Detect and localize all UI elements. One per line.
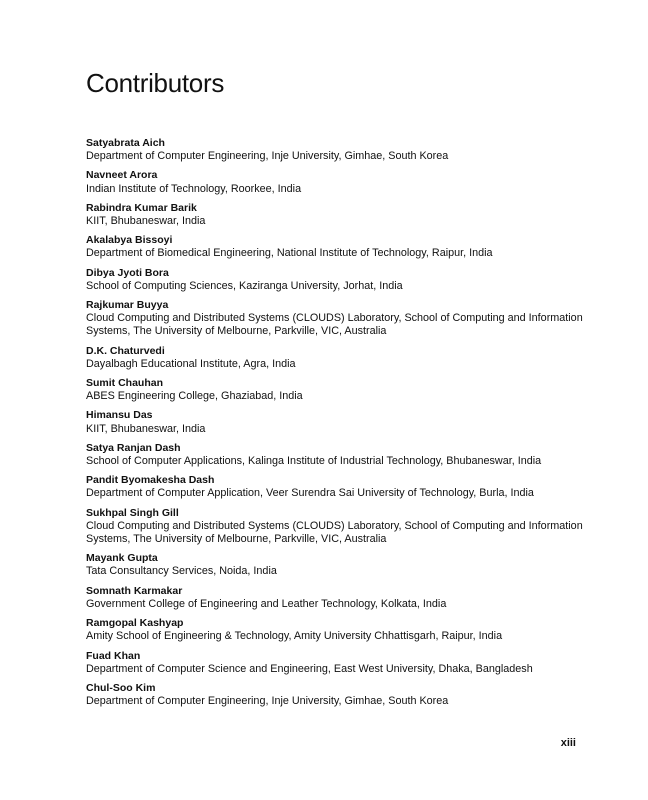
contributor-entry (86, 299, 586, 339)
contributor-entry (86, 682, 586, 708)
contributor-affiliation: Amity School of Engineering & Technology, Amity University Chhattisgarh, Raipur, India (86, 630, 503, 643)
contributor-entry (86, 234, 586, 260)
contributor-affiliation: Tata Consultancy Services, Noida, India (86, 565, 277, 578)
contributor-name: Rabindra Kumar Barik (86, 201, 197, 214)
contributor-entry (86, 202, 586, 228)
page-title: Contributors (86, 68, 225, 98)
contributor-entry (86, 377, 586, 403)
contributor-name: Ramgopal Kashyap (86, 617, 184, 630)
contributor-name: Sumit Chauhan (86, 377, 164, 390)
contributor-entry (86, 552, 586, 578)
contributor-affiliation: Department of Computer Application, Veer Surendra Sai University of Technology, Burla, India (86, 487, 534, 500)
contributor-name: Navneet Arora (86, 169, 158, 182)
contributor-affiliation: Cloud Computing and Distributed Systems (CLOUDS) Laboratory, School of Computing and Information Systems, The University of Melbourne, Parkville, VIC, Australia (86, 312, 583, 338)
contributor-affiliation: School of Computing Sciences, Kaziranga University, Jorhat, India (86, 279, 403, 292)
contributor-affiliation: KIIT, Bhubaneswar, India (86, 215, 206, 228)
contributor-entry (86, 617, 586, 643)
contributor-affiliation: Department of Computer Engineering, Inje University, Gimhae, South Korea (86, 695, 449, 708)
contributor-affiliation: ABES Engineering College, Ghaziabad, India (86, 390, 303, 403)
contributor-entry (86, 585, 586, 611)
contributor-name: Sukhpal Singh Gill (86, 506, 179, 519)
contributor-name: Dibya Jyoti Bora (86, 266, 169, 279)
contributor-name: Somnath Karmakar (86, 584, 183, 597)
contributor-affiliation: Department of Biomedical Engineering, National Institute of Technology, Raipur, India (86, 247, 493, 260)
contributor-entry (86, 650, 586, 676)
contributor-name: Fuad Khan (86, 649, 141, 662)
contributor-list (86, 137, 586, 714)
contributor-name: Akalabya Bissoyi (86, 234, 173, 247)
contributor-affiliation: School of Computer Applications, Kalinga Institute of Industrial Technology, Bhubaneswar, India (86, 455, 542, 468)
contributor-name: Mayank Gupta (86, 552, 158, 565)
contributor-affiliation: Government College of Engineering and Leather Technology, Kolkata, India (86, 597, 447, 610)
contributor-entry (86, 345, 586, 371)
page-number: xiii (560, 737, 576, 749)
contributor-entry (86, 267, 586, 293)
contributor-affiliation: Department of Computer Science and Engineering, East West University, Dhaka, Bangladesh (86, 662, 533, 675)
contributor-affiliation: Dayalbagh Educational Institute, Agra, India (86, 357, 296, 370)
contributor-affiliation: Cloud Computing and Distributed Systems (CLOUDS) Laboratory, School of Computing and Information Systems, The University of Melbourne, Parkville, VIC, Australia (86, 519, 583, 546)
contributor-entry (86, 474, 586, 500)
contributor-entry (86, 409, 586, 435)
contributor-name: Satya Ranjan Dash (86, 441, 181, 454)
contributor-name: D.K. Chaturvedi (86, 344, 165, 357)
contributor-name: Pandit Byomakesha Dash (86, 474, 215, 487)
contributor-name: Chul-Soo Kim (86, 681, 156, 694)
contributor-entry (86, 507, 586, 547)
contributor-entry (86, 442, 586, 468)
contributor-name: Himansu Das (86, 409, 153, 422)
contributor-affiliation: Department of Computer Engineering, Inje University, Gimhae, South Korea (86, 150, 449, 163)
contributor-affiliation: KIIT, Bhubaneswar, India (86, 422, 206, 435)
contributor-name: Satyabrata Aich (86, 137, 165, 149)
contributor-entry (86, 137, 586, 163)
contributor-affiliation: Indian Institute of Technology, Roorkee, India (86, 182, 302, 195)
contributor-entry (86, 169, 586, 195)
contributor-name: Rajkumar Buyya (86, 299, 169, 312)
